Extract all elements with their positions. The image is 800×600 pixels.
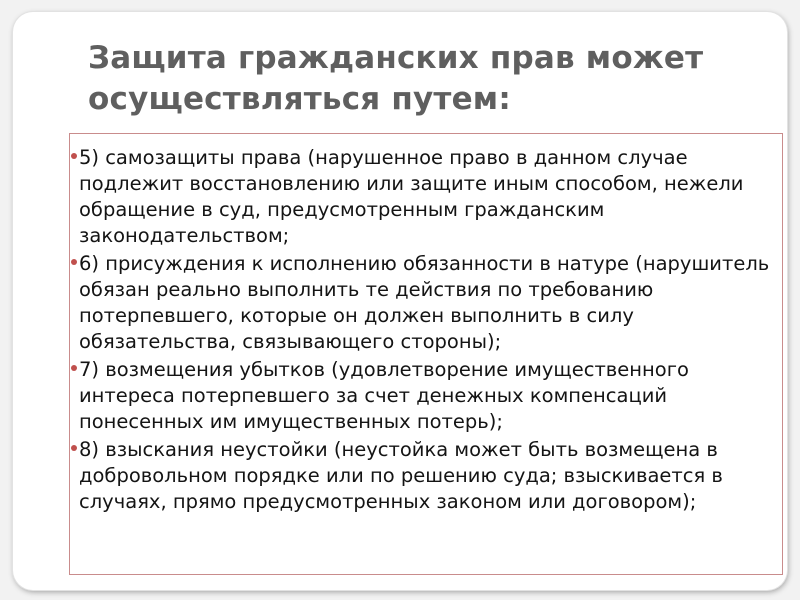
list-item-text: 8) взыскания неустойки (неустойка может быть возмещена в добровольном порядке или по решению суда; взыскивается в случаях, прямо предусмотренных законом или договором); bbox=[79, 438, 723, 513]
bullet-icon bbox=[71, 153, 77, 159]
bullet-icon bbox=[71, 259, 77, 265]
bullet-icon bbox=[71, 365, 77, 371]
list-item-text: 5) самозащиты права (нарушенное право в данном случае подлежит восстановлению или защите иным способом, нежели обращение в суд, предусмотренным гражданским законодательством; bbox=[79, 146, 744, 247]
list-item bbox=[70, 357, 774, 435]
list-item bbox=[70, 437, 774, 515]
list-item bbox=[70, 251, 774, 355]
bullet-icon bbox=[71, 445, 77, 451]
list-item-text: 6) присуждения к исполнению обязанности в натуре (нарушитель обязан реально выполнить те действия по требованию потерпевшего, которые он должен выполнить в силу обязательства, связывающего стороны); bbox=[79, 252, 770, 353]
slide-title: Защита гражданских прав может осуществляться путем: bbox=[88, 40, 704, 117]
bullet-list bbox=[70, 145, 774, 517]
slide bbox=[13, 12, 787, 590]
list-item bbox=[70, 145, 774, 249]
content-box bbox=[69, 133, 783, 575]
list-item-text: 7) возмещения убытков (удовлетворение имущественного интереса потерпевшего за счет денежных компенсаций понесенных им имущественных потерь); bbox=[79, 358, 689, 433]
